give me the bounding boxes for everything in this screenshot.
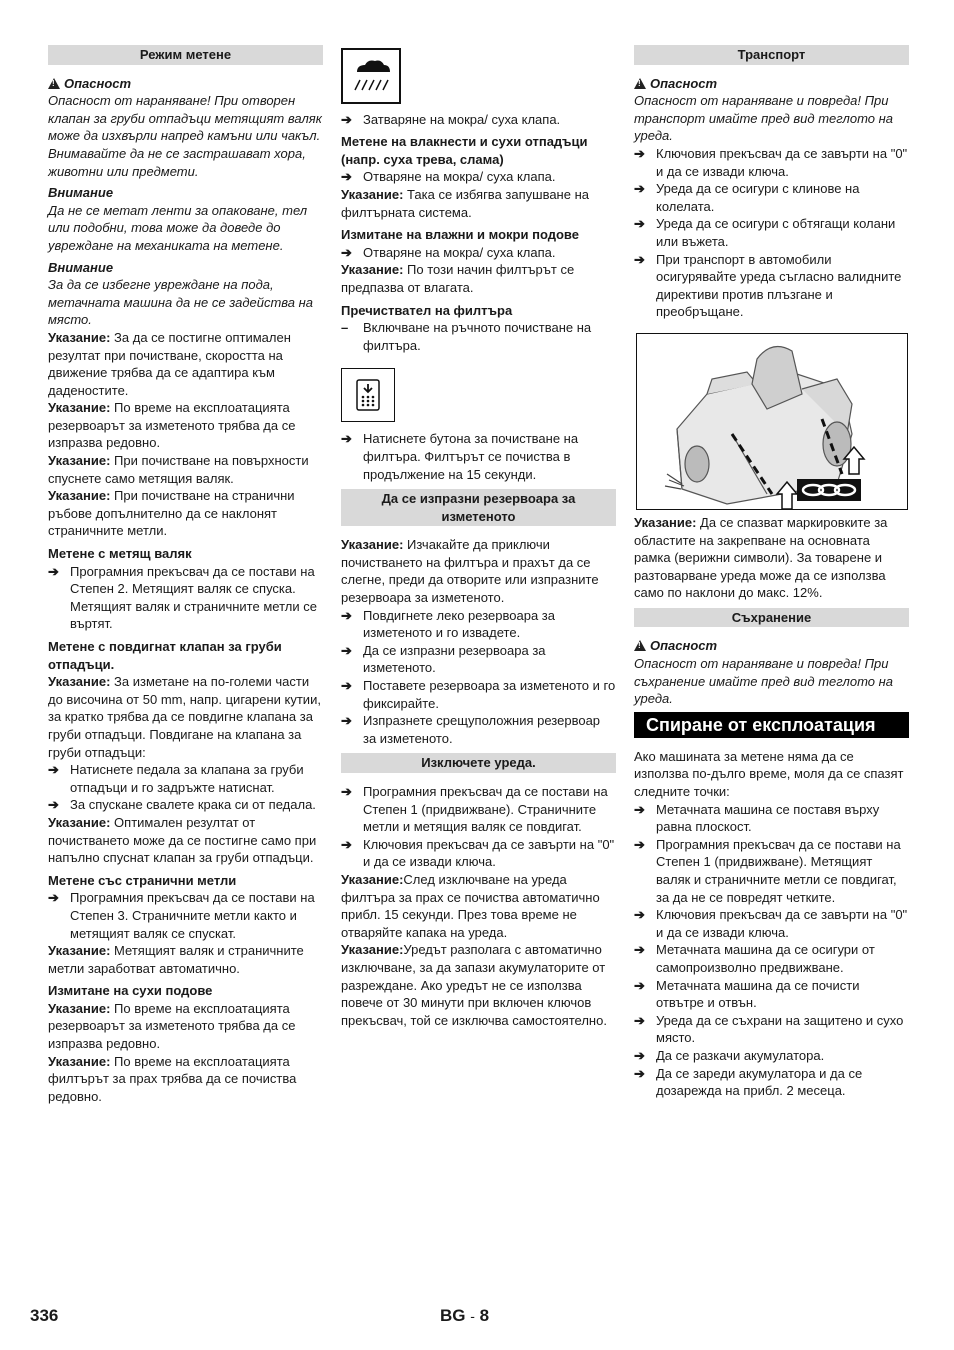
arrow-right-icon: ➔ bbox=[634, 977, 645, 993]
arrow-right-icon: ➔ bbox=[634, 181, 645, 197]
arrow-right-icon: ➔ bbox=[341, 678, 352, 694]
danger-heading: !Опасност bbox=[634, 637, 909, 655]
page-footer-label: BG - 8 bbox=[440, 1306, 490, 1325]
subheading: Измитане на влажни и мокри подове bbox=[341, 227, 579, 243]
subheading: Пречиствател на филтъра bbox=[341, 302, 513, 318]
arrow-right-icon: ➔ bbox=[634, 1065, 645, 1081]
arrow-right-icon: ➔ bbox=[341, 713, 352, 729]
arrow-right-icon: ➔ bbox=[48, 797, 59, 813]
note: Указание: При почистване на повърхности спуснете само метящия валяк. bbox=[48, 453, 309, 486]
subheading: Метене със странични метли bbox=[48, 872, 237, 888]
arrow-right-icon: ➔ bbox=[341, 607, 352, 623]
arrow-right-icon: ➔ bbox=[634, 145, 645, 161]
intro-text: Ако машината за метене няма да се използва по-дълго време, моля да се спазят следните точки: bbox=[634, 748, 904, 800]
arrow-right-icon: ➔ bbox=[634, 1047, 645, 1063]
list-item: ➔ Да се зареди акумулатора и да се дозарежда на прибл. 2 месеца. bbox=[634, 1065, 863, 1099]
arrow-right-icon: ➔ bbox=[341, 169, 352, 185]
note: Указание: Метящият валяк и страничните метли заработват автоматично. bbox=[48, 943, 304, 976]
list-item: ➔ Да се изпразни резервоара за изметеното. bbox=[341, 642, 546, 676]
list-item: ➔ При транспорт в автомобили осигурявайте уреда съгласно валидните директиви против плъзгане и преобръщане. bbox=[634, 251, 902, 320]
note: Указание: По време на експлоатацията филтърът за прах трябва да се почиства редовно. bbox=[48, 1053, 297, 1104]
list-item: ➔ Ключовия прекъсвач да се завърти на "0" и да се извади ключа. bbox=[634, 145, 908, 179]
arrow-right-icon: ➔ bbox=[634, 942, 645, 958]
list-item: ➔ Ключовия прекъсвач да се завърти на "0" и да се извади ключа. bbox=[341, 836, 615, 870]
note: Указание:След изключване на уреда филтъра за прах се почиства автоматично прибл. 15 секунди. През това време не отваряйте капака на уреда. bbox=[341, 871, 600, 940]
caution-text: За да се избегне увреждане на пода, метачната машина да не се задейства на място. bbox=[48, 277, 314, 328]
list-item: ➔ Да се разкачи акумулатора. bbox=[634, 1047, 825, 1063]
arrow-right-icon: ➔ bbox=[634, 836, 645, 852]
caution-heading: Внимание bbox=[48, 185, 114, 201]
sweeper-illustration bbox=[636, 333, 908, 510]
arrow-right-icon: ➔ bbox=[634, 907, 645, 923]
section-heading-empty-tank: Да се изпразни резервоара за изметеното bbox=[341, 489, 616, 526]
column-2 bbox=[341, 45, 616, 1029]
note: Указание: Да се спазват маркировките за областите на закрепване на основната рамка (верижни символи). За товарене и разтоварване уреда може да се използва само по наклони до макс. 12%. bbox=[634, 514, 888, 601]
list-item: ➔ Уреда да се осигури с клинове на колелата. bbox=[634, 181, 860, 214]
warning-triangle-icon bbox=[48, 78, 60, 89]
arrow-right-icon: ➔ bbox=[341, 836, 352, 852]
arrow-right-icon: ➔ bbox=[634, 801, 645, 817]
arrow-right-icon: ➔ bbox=[341, 111, 352, 127]
note: Указание: Така се избягва запушване на филтърната система. bbox=[341, 186, 589, 220]
arrow-right-icon: ➔ bbox=[634, 251, 645, 267]
list-item: ➔ Метачната машина да се осигури от самопроизволно предвижване. bbox=[634, 942, 875, 975]
warning-triangle-icon bbox=[634, 78, 646, 89]
section-heading-decommissioning: Спиране от експлоатация bbox=[634, 712, 909, 738]
wet-dry-flap-icon bbox=[341, 48, 401, 104]
list-item: ➔ Изпразнете срещуположния резервоар за изметеното. bbox=[341, 713, 601, 746]
subheading: Метене с метящ валяк bbox=[48, 546, 192, 562]
page-number: 336 bbox=[30, 1306, 59, 1325]
arrow-right-icon: ➔ bbox=[341, 431, 352, 447]
list-item: ➔ Програмния прекъсвач да се постави на Степен 2. Метящият валяк се спуска. Метящият валяк и страничните метли се въртят. bbox=[48, 563, 317, 632]
danger-heading: !Опасност bbox=[48, 75, 323, 93]
arrow-right-icon: ➔ bbox=[341, 784, 352, 799]
arrow-right-icon: ➔ bbox=[634, 1012, 645, 1028]
note: Указание: За да се постигне оптимален резултат при почистване, скоростта на движение трябва да се адаптира към даденостите. bbox=[48, 329, 291, 398]
note: Указание:Уредът разполага с автоматично изключване, за да запази акумулаторите от разреждане. Ако уредът не се използва повече от 30 минути при включен ключов прекъсвач, той се изключва самостоятелно. bbox=[341, 942, 607, 1028]
list-item: ➔ Повдигнете леко резервоара за изметеното и го извадете. bbox=[341, 607, 555, 641]
section-heading-transport: Транспорт bbox=[634, 45, 909, 65]
list-item: ➔ Натиснете бутона за почистване на филтъра. Филтърът се почиства в продължение на 15 секунди. bbox=[341, 431, 579, 482]
list-item: ➔ Метачната машина се поставя върху равна плоскост. bbox=[634, 801, 880, 835]
section-heading-storage: Съхранение bbox=[634, 608, 909, 628]
warning-triangle-icon bbox=[634, 640, 646, 651]
note: Указание: По този начин филтърът се предпазва от влагата. bbox=[341, 262, 575, 295]
note: Указание: По време на експлоатацията резервоарът за изметеното трябва да се изпразва редовно. bbox=[48, 1000, 296, 1052]
note: Указание: При почистване на странични ръбове допълнително да се наклонят страничните метли. bbox=[48, 488, 295, 539]
arrow-right-icon: ➔ bbox=[48, 563, 59, 579]
note: Указание: Изчакайте да приключи почистването на филтъра и прахът да се слегне, преди да отворите или изпразните резервоара за изметеното. bbox=[341, 537, 599, 606]
note: Указание: За изметане на по-големи части до височина от 50 mm, напр. цигарени кутии, за кратко трябва да се повдигне клапана за груби отпадъци. Повдигане на клапана за груби отпадъци: bbox=[48, 674, 321, 760]
arrow-right-icon: ➔ bbox=[341, 244, 352, 260]
list-item: ➔ Уреда да се осигури с обтягащи колани или въжета. bbox=[634, 216, 896, 249]
list-item: ➔ Метачната машина да се почисти отвътре и отвън. bbox=[634, 977, 860, 1011]
arrow-right-icon: ➔ bbox=[48, 762, 59, 778]
note: Указание: Оптимален резултат от почистването може да се постигне само при напълно спуснат клапан за груби отпадъци. bbox=[48, 814, 317, 866]
list-item: ➔ Натиснете педала за клапана за груби отпадъци и го задръжте натиснат. bbox=[48, 762, 304, 795]
danger-text: Опасност от нараняване и повреда! При транспорт имайте пред вид теглото на уреда. bbox=[634, 93, 893, 144]
list-item: – Включване на ръчното почистване на филтъра. bbox=[341, 320, 592, 353]
caution-text: Да не се метат ленти за опаковане, тел или подобни, това може да доведе до увреждане на механиката на метене. bbox=[48, 202, 308, 253]
arrow-right-icon: ➔ bbox=[634, 216, 645, 232]
caution-heading: Внимание bbox=[48, 259, 114, 275]
list-item: ➔ Затваряне на мокра/ суха клапа. bbox=[341, 111, 561, 127]
column-3 bbox=[634, 45, 909, 1100]
list-item: ➔ Уреда да се съхрани на защитено и сухо място. bbox=[634, 1012, 904, 1046]
list-item: ➔ Ключовия прекъсвач да се завърти на "0" и да се извади ключа. bbox=[634, 907, 908, 940]
list-item: ➔ Програмния прекъсвач да се постави на Степен 1 (придвижване). Страничните метли и метящия валяк се повдигат. bbox=[341, 784, 608, 835]
list-item: ➔ Програмния прекъсвач да се постави на Степен 3. Страничните метли както и метящият валяк се спускат. bbox=[48, 890, 315, 941]
subheading: Метене с повдигнат клапан за груби отпадъци. bbox=[48, 639, 282, 672]
danger-text: Опасност от нараняване! При отворен клапан за груби отпадъци метящият валяк може да изхвърли напред камъни или чакъл. Внимавайте да не се застрашават хора, животни или предмети. bbox=[48, 93, 322, 179]
list-item: ➔ За спускане свалете крака си от педала. bbox=[48, 797, 316, 813]
subheading: Измитане на сухи подове bbox=[48, 983, 213, 999]
subheading: Метене на влакнести и сухи отпадъци (напр. суха трева, слама) bbox=[341, 134, 588, 167]
column-1 bbox=[48, 45, 323, 1105]
note: Указание: По време на експлоатацията резервоарът за изметеното трябва да се изпразва редовно. bbox=[48, 400, 296, 451]
arrow-right-icon: ➔ bbox=[341, 642, 352, 658]
list-item: ➔ Поставете резервоара за изметеното и го фиксирайте. bbox=[341, 678, 616, 711]
section-heading-sweeping: Режим метене bbox=[48, 45, 323, 65]
arrow-right-icon: ➔ bbox=[48, 890, 59, 906]
section-heading-switch-off: Изключете уреда. bbox=[341, 753, 616, 773]
danger-heading: !Опасност bbox=[634, 75, 909, 93]
list-item: ➔ Отваряне на мокра/ суха клапа. bbox=[341, 169, 556, 185]
list-item: ➔ Отваряне на мокра/ суха клапа. bbox=[341, 244, 556, 260]
filter-clean-button-icon bbox=[341, 368, 395, 422]
danger-text: Опасност от нараняване и повреда! При съхранение имайте пред вид теглото на уреда. bbox=[634, 656, 894, 707]
list-item: ➔ Програмния прекъсвач да се постави на Степен 1 (придвижване). Метящият валяк и страничните метли се повдигат, за да не се повредят четките. bbox=[634, 836, 901, 905]
